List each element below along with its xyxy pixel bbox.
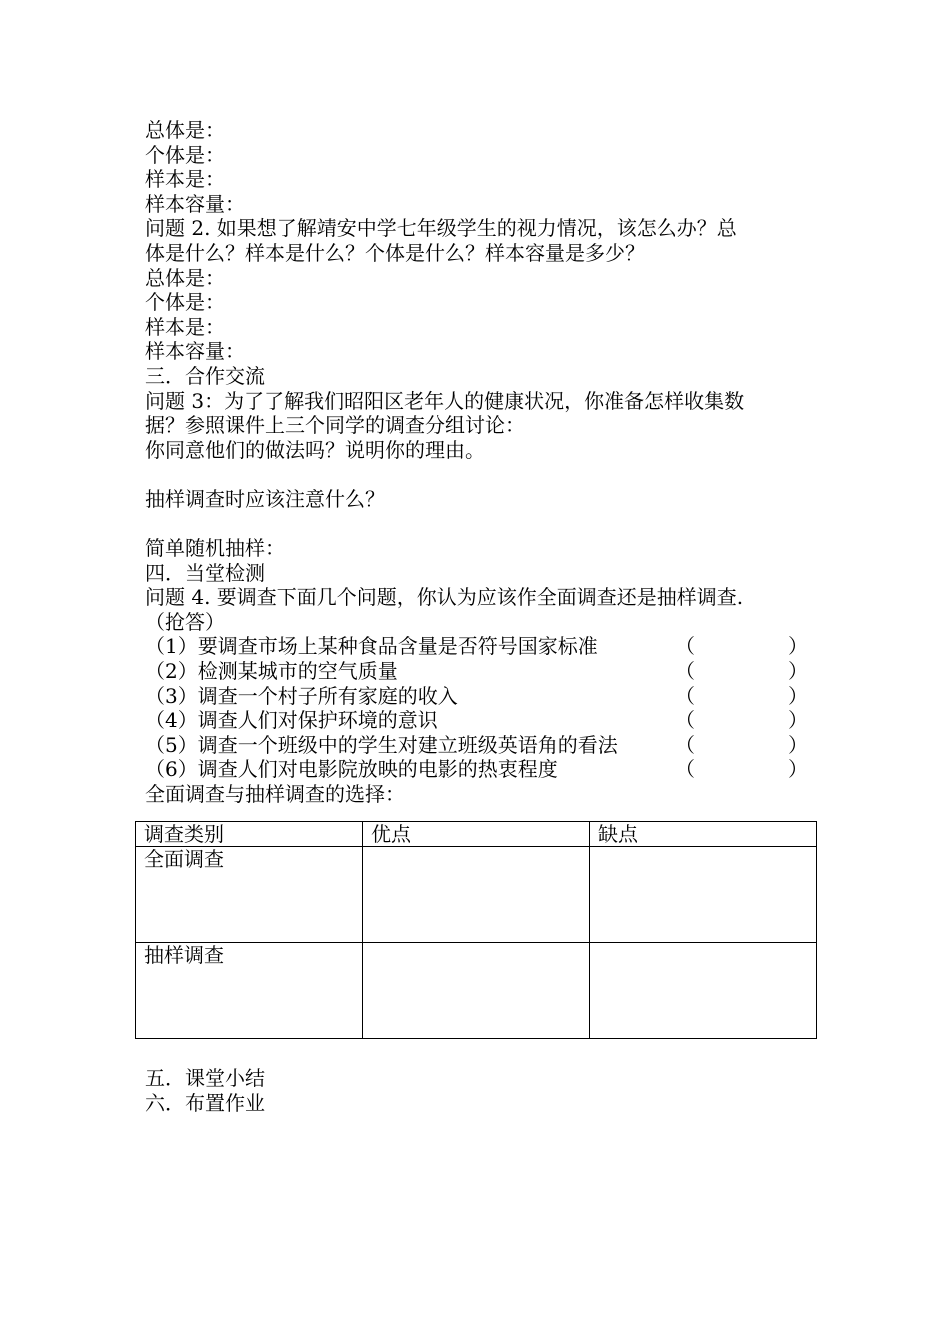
question-text: （1）要调查市场上某种食品含量是否符号国家标准 [145,634,598,659]
answer-paren-open: （ [675,659,695,684]
question-text: （6）调查人们对电影院放映的电影的热衷程度 [145,757,558,782]
question-2-line: 体是什么？样本是什么？个体是什么？样本容量是多少？ [145,240,645,265]
table-row [136,847,817,943]
section-5-heading: 五．课堂小结 [145,1066,265,1090]
blank-line [145,462,825,487]
question-item [145,659,825,684]
section-4-heading: 四．当堂检测 [145,560,265,585]
table-cell [590,847,817,943]
question-item [145,757,825,782]
closing-sections [145,1066,265,1115]
answer-paren-close: ） [788,732,808,757]
question-text: （2）检测某城市的空气质量 [145,659,398,684]
text-line: 你同意他们的做法吗？说明你的理由。 [145,437,485,462]
answer-paren-open: （ [675,708,695,733]
answer-paren-open: （ [675,634,695,659]
question-text: （5）调查一个班级中的学生对建立班级英语角的看法 [145,732,618,757]
table-cell: 抽样调查 [136,943,363,1039]
question-4-line: （抢答） [145,609,225,634]
table-header-cell: 缺点 [590,822,817,847]
text-line: 样本是： [145,314,225,339]
table-cell: 全面调查 [136,847,363,943]
question-item [145,684,825,709]
text-line: 个体是： [145,290,225,315]
question-4-line: 问题 4. 要调查下面几个问题，你认为应该作全面调查还是抽样调查. [145,585,744,610]
text-line: 总体是： [145,265,225,290]
section-3-heading: 三．合作交流 [145,363,265,388]
table-header-cell: 优点 [363,822,590,847]
attention-line: 抽样调查时应该注意什么？ [145,486,385,511]
random-sampling-line: 简单随机抽样： [145,536,285,561]
question-item [145,634,825,659]
document-body [145,118,825,807]
question-item [145,708,825,733]
table-row [136,943,817,1039]
question-2-line: 问题 2. 如果想了解靖安中学七年级学生的视力情况，该怎么办？总 [145,216,737,241]
answer-paren-close: ） [788,683,808,708]
text-line: 样本容量： [145,191,245,216]
answer-paren-close: ） [788,757,808,782]
blank-line [145,512,825,537]
answer-paren-close: ） [788,659,808,684]
question-text: （3）调查一个村子所有家庭的收入 [145,683,458,708]
text-line: 总体是： [145,118,225,142]
text-line: 样本容量： [145,339,245,364]
question-text: （4）调查人们对保护环境的意识 [145,708,438,733]
table-header-row [136,822,817,847]
answer-paren-close: ） [788,634,808,659]
answer-paren-open: （ [675,732,695,757]
table-cell [590,943,817,1039]
answer-paren-close: ） [788,708,808,733]
comparison-table [135,821,817,1039]
text-line: 样本是： [145,167,225,192]
question-3-line: 据？参照课件上三个同学的调查分组讨论： [145,413,525,438]
question-item [145,733,825,758]
text-line: 个体是： [145,142,225,167]
answer-paren-open: （ [675,683,695,708]
table-cell [363,943,590,1039]
answer-paren-open: （ [675,757,695,782]
question-3-line: 问题 3：为了了解我们昭阳区老年人的健康状况，你准备怎样收集数 [145,388,745,413]
table-caption: 全面调查与抽样调查的选择： [145,782,405,807]
section-6-heading: 六．布置作业 [145,1090,265,1115]
table-cell [363,847,590,943]
table-header-cell: 调查类别 [136,822,363,847]
